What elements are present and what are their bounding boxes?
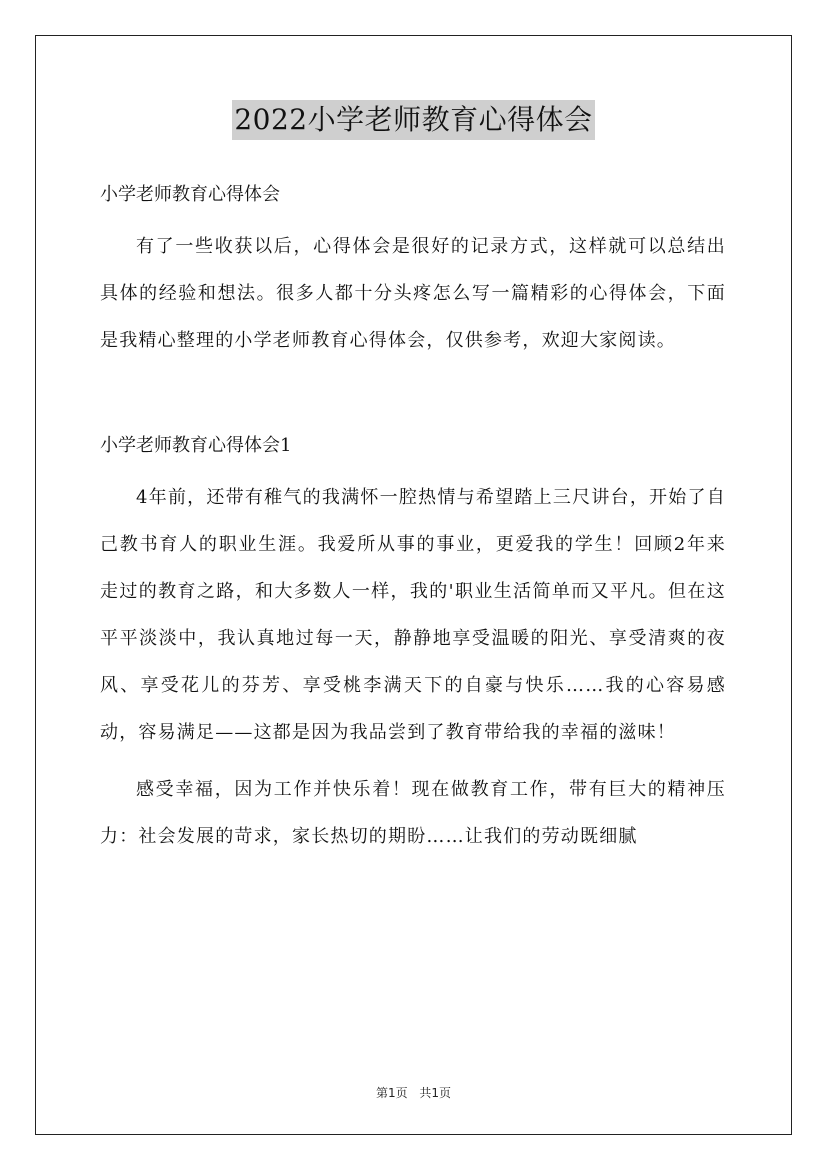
intro-paragraph: 有了一些收获以后，心得体会是很好的记录方式，这样就可以总结出具体的经验和想法。很多人都十分头疼怎么写一篇精彩的心得体会，下面是我精心整理的小学老师教育心得体会，仅供参考，欢迎大家阅读。 xyxy=(100,236,726,351)
page-total: 共1页 xyxy=(419,1086,452,1100)
intro-heading: 小学老师教育心得体会 xyxy=(100,184,280,205)
section1-heading: 小学老师教育心得体会1 xyxy=(100,435,292,456)
section1-paragraph-2: 感受幸福，因为工作并快乐着！现在做教育工作，带有巨大的精神压力：社会发展的苛求，家长热切的期盼……让我们的劳动既细腻 xyxy=(100,779,726,847)
section1-paragraph-1: 4年前，还带有稚气的我满怀一腔热情与希望踏上三尺讲台，开始了自己教书育人的职业生涯。我爱所从事的事业，更爱我的学生！回顾2年来走过的教育之路，和大多数人一样，我的'职业生活简单而又平凡。但在这平平淡淡中，我认真地过每一天，静静地享受温暖的阳光、享受清爽的夜风、享受花儿的芬芳、享受桃李满天下的自豪与快乐……我的心容易感动，容易满足——这都是因为我品尝到了教育带给我的幸福的滋味！ xyxy=(100,487,726,743)
page-number: 第1页 xyxy=(375,1086,408,1100)
title-container xyxy=(0,100,827,140)
page-footer xyxy=(0,1084,827,1101)
document-title: 2022小学老师教育心得体会 xyxy=(232,100,594,140)
document-body xyxy=(100,175,726,860)
